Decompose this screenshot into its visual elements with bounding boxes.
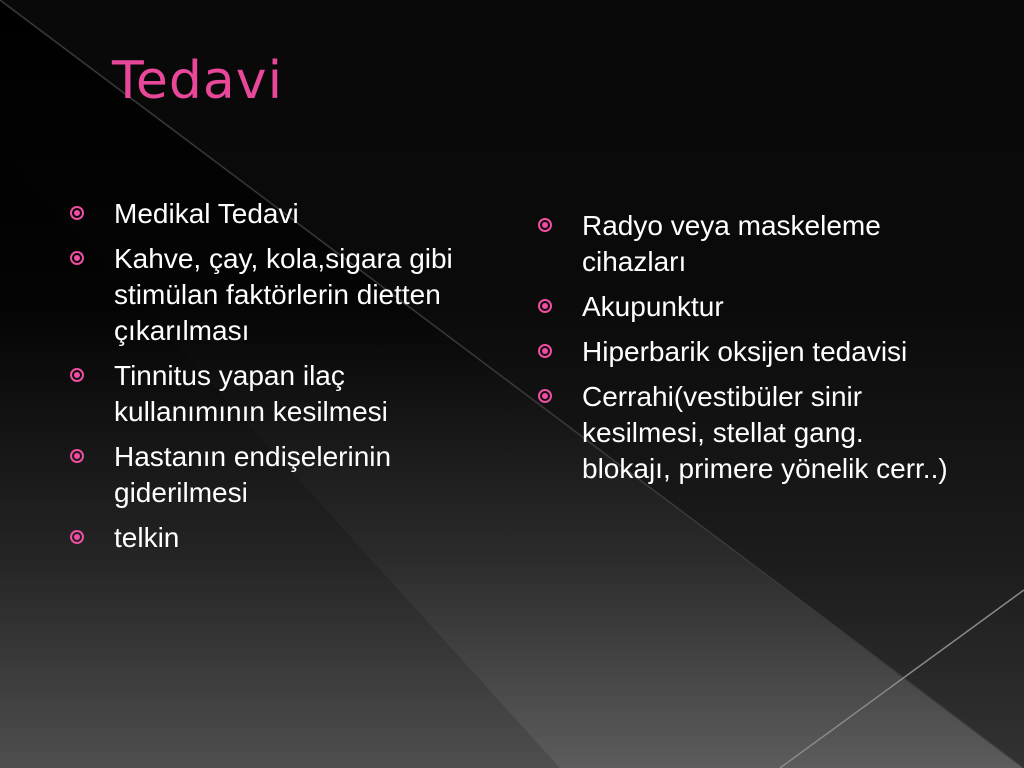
list-item (538, 289, 958, 325)
list-item (70, 358, 490, 430)
right-bullet-list (538, 208, 958, 496)
list-item-text: Tinnitus yapan ilaç kullanımının kesilmesi (114, 360, 388, 427)
list-item (538, 208, 958, 280)
circled-dot-bullet-icon (538, 299, 552, 313)
list-item (538, 379, 958, 487)
list-item-text: telkin (114, 522, 180, 553)
circled-dot-bullet-icon (70, 530, 84, 544)
list-item-text: Cerrahi(vestibüler sinir kesilmesi, stellat gang. blokajı, primere yönelik cerr..) (582, 381, 948, 484)
left-bullet-list (70, 196, 490, 565)
circled-dot-bullet-icon (70, 449, 84, 463)
list-item-text: Kahve, çay, kola,sigara gibi stimülan faktörlerin dietten çıkarılması (114, 243, 453, 346)
list-item-text: Akupunktur (582, 291, 724, 322)
list-item-text: Medikal Tedavi (114, 198, 299, 229)
circled-dot-bullet-icon (70, 251, 84, 265)
list-item (70, 439, 490, 511)
circled-dot-bullet-icon (538, 389, 552, 403)
list-item (70, 520, 490, 556)
circled-dot-bullet-icon (538, 344, 552, 358)
list-item (70, 241, 490, 349)
circled-dot-bullet-icon (70, 368, 84, 382)
circled-dot-bullet-icon (538, 218, 552, 232)
list-item-text: Hastanın endişelerinin giderilmesi (114, 441, 392, 508)
circled-dot-bullet-icon (70, 206, 84, 220)
list-item-text: Radyo veya maskeleme cihazları (582, 210, 881, 277)
list-item (70, 196, 490, 232)
slide-title: Tedavi (112, 51, 284, 111)
list-item-text: Hiperbarik oksijen tedavisi (582, 336, 908, 367)
list-item (538, 334, 958, 370)
